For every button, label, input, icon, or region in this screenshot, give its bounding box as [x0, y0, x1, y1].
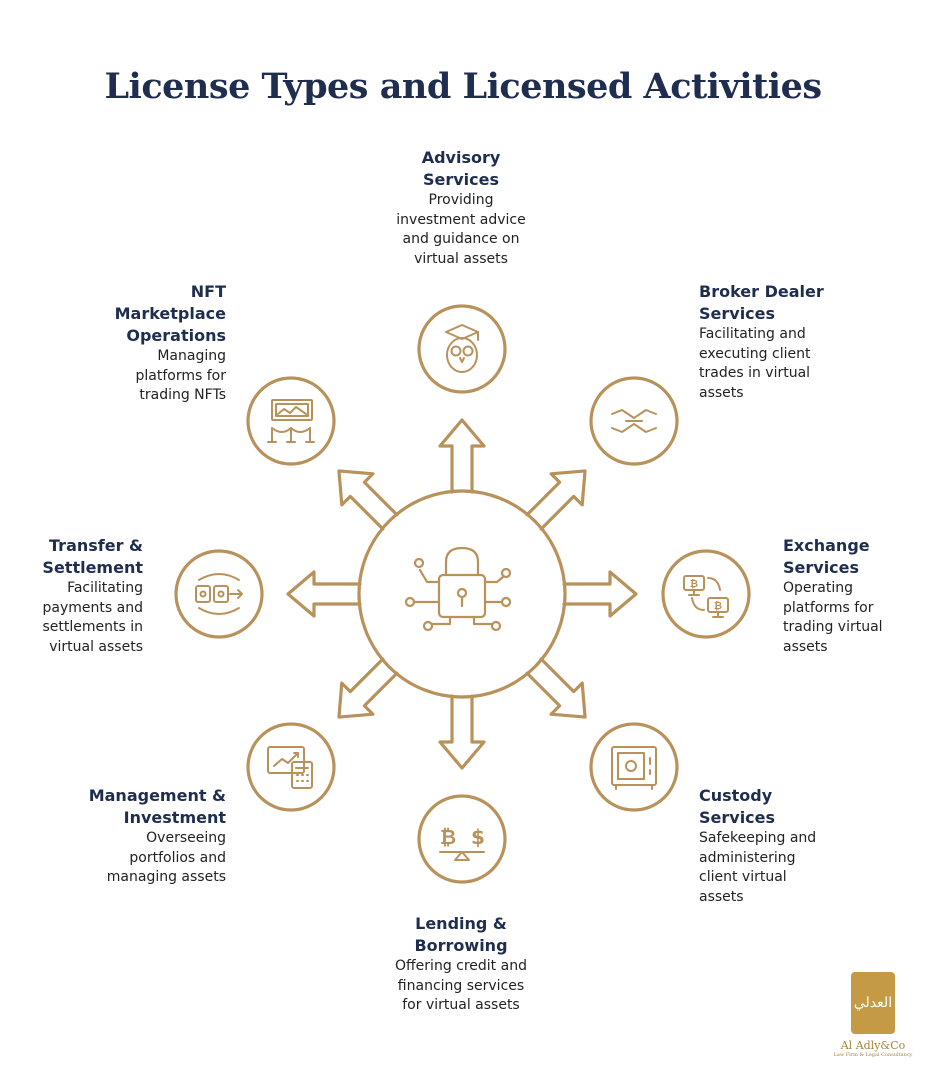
service-exchange [783, 535, 926, 657]
arrow-up-left [323, 455, 405, 537]
service-transfer [0, 535, 143, 657]
handshake-icon [612, 410, 656, 432]
service-description: Safekeeping and administering client virtual assets [699, 830, 817, 905]
lending-icon-circle [419, 796, 505, 882]
arrow-left [288, 572, 360, 616]
service-heading: Broker Dealer Services [699, 282, 824, 323]
advisory-icon-circle [419, 306, 505, 392]
service-broker-dealer [699, 281, 849, 403]
logo-tagline: Law Firm & Legal Consultancy [833, 1052, 913, 1058]
logo-arabic: العدلي [853, 995, 893, 1011]
service-custody [699, 785, 849, 907]
service-description: Facilitating payments and settlements in virtual assets [42, 580, 143, 655]
arrow-right [564, 572, 636, 616]
arrow-down [440, 696, 484, 768]
arrow-up [440, 420, 484, 492]
bitcoin-dollar-glyphs [440, 825, 485, 849]
arrow-down-right [519, 651, 601, 733]
svg-text:$: $ [471, 825, 485, 849]
service-management [76, 785, 226, 888]
safe-icon [612, 747, 656, 789]
transfer-arrows-icon [196, 574, 242, 614]
firm-logo [828, 972, 918, 1062]
gallery-icon [268, 400, 314, 442]
service-heading: Custody Services [699, 786, 776, 827]
logo-mark [851, 972, 895, 1034]
hub-circle [359, 491, 565, 697]
padlock-circuit-icon [406, 548, 510, 630]
service-description: Offering credit and financing services for virtual assets [395, 958, 527, 1013]
graduate-owl-icon [446, 325, 478, 372]
service-description: Managing platforms for trading NFTs [135, 348, 226, 403]
arrow-down-left [323, 651, 405, 733]
service-heading: NFT Marketplace Operations [114, 282, 226, 345]
svg-text:₿: ₿ [439, 825, 457, 849]
service-nft [76, 281, 226, 406]
chart-calculator-icon [268, 747, 312, 788]
page-title: License Types and Licensed Activities [104, 66, 822, 107]
service-heading: Advisory Services [421, 148, 501, 189]
service-heading: Transfer & Settlement [42, 536, 143, 577]
service-heading: Exchange Services [783, 536, 870, 577]
service-description: Facilitating and executing client trades in virtual assets [699, 326, 811, 401]
currency-balance-icon [440, 852, 484, 860]
service-heading: Lending & Borrowing [414, 914, 508, 955]
logo-name: Al Adly&Co [840, 1039, 906, 1052]
service-advisory [386, 147, 536, 269]
arrow-up-right [519, 455, 601, 537]
svg-text:₿: ₿ [689, 579, 699, 590]
svg-text:₿: ₿ [713, 601, 723, 612]
custody-icon-circle [591, 724, 677, 810]
exchange-icon-circle [663, 551, 749, 637]
service-lending [386, 913, 536, 1016]
service-heading: Management & Investment [88, 786, 226, 827]
service-description: Providing investment advice and guidance on virtual assets [396, 192, 526, 267]
service-description: Overseeing portfolios and managing assets [106, 830, 226, 885]
service-description: Operating platforms for trading virtual assets [783, 580, 883, 655]
